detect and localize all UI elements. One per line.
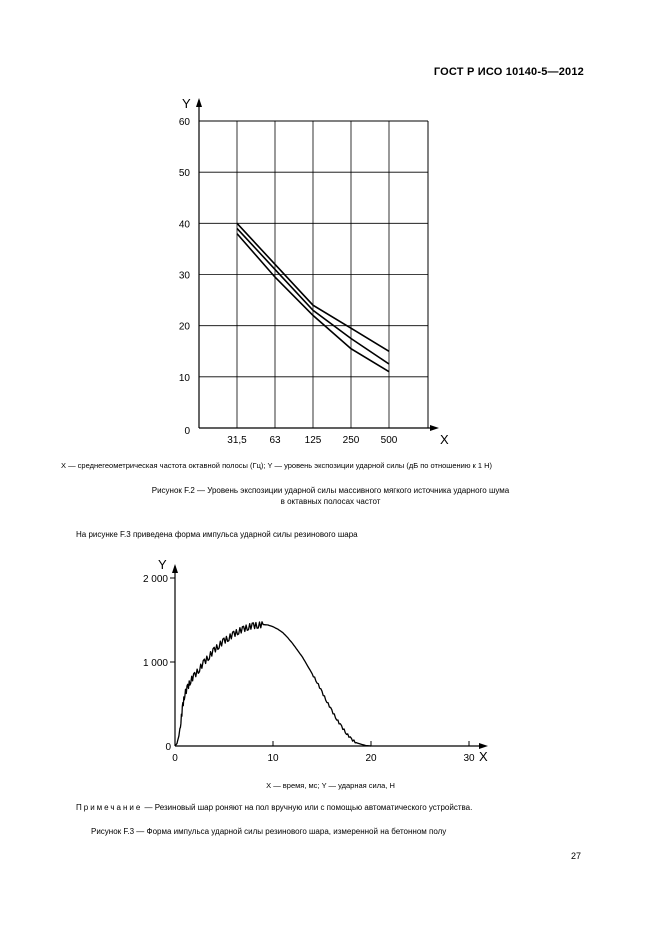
f3-x-tick-label: 10 xyxy=(267,753,279,764)
f2-caption-line2: в октавных полосах частот xyxy=(280,497,381,506)
f2-x-tick-label: 500 xyxy=(380,435,398,446)
note-label: Примечание xyxy=(76,803,143,812)
f3-axes xyxy=(170,564,488,749)
f3-caption: Рисунок F.3 — Форма импульса ударной силы резинового шара, измеренной на бетонном полу xyxy=(91,827,447,836)
f3-series-line xyxy=(175,622,371,746)
f3-legend-text: X — время, мс; Y — ударная сила, Н xyxy=(266,781,395,790)
document-header: ГОСТ Р ИСО 10140-5—2012 xyxy=(433,66,584,78)
f3-x-tick-label: 30 xyxy=(463,753,475,764)
f2-y-tick-label: 0 xyxy=(184,426,190,437)
f2-x-tick-label: 125 xyxy=(304,435,322,446)
f2-legend-text: X — среднегеометрическая частота октавной полосы (Гц); Y — уровень экспозиции ударной силы (дБ по отношению к 1 Н) xyxy=(61,461,493,470)
f2-x-arrow xyxy=(430,425,439,431)
f2-x-tick-label: 31,5 xyxy=(227,435,247,446)
f3-y-arrow xyxy=(172,564,178,573)
figure-f3-chart xyxy=(0,540,661,780)
f2-x-tick-label: 250 xyxy=(342,435,360,446)
note-text: — Резиновый шар роняют на пол вручную или с помощью автоматического устройства. xyxy=(142,803,473,812)
f2-caption-line1: Рисунок F.2 — Уровень экспозиции ударной силы массивного мягкого источника ударного шума xyxy=(151,486,510,495)
f2-y-tick-label: 20 xyxy=(178,321,190,333)
f3-note xyxy=(76,803,472,812)
f2-y-axis-letter: Y xyxy=(182,96,191,111)
f3-y-tick-label: 1 000 xyxy=(142,658,168,669)
f2-axes xyxy=(196,98,439,431)
f2-y-tick-label: 40 xyxy=(178,219,190,231)
f2-x-tick-label: 63 xyxy=(269,435,281,446)
f2-y-tick-label: 50 xyxy=(178,168,190,180)
f2-y-tick-label: 30 xyxy=(178,270,190,282)
f3-series xyxy=(175,622,371,746)
f2-x-axis-letter: X xyxy=(440,432,449,447)
f2-y-tick-label: 60 xyxy=(178,117,190,128)
f3-y-tick-label: 0 xyxy=(165,742,171,753)
f2-tick-labels xyxy=(179,117,398,446)
f2-y-arrow xyxy=(196,98,202,107)
intro-paragraph: На рисунке F.3 приведена форма импульса ударной силы резинового шара xyxy=(76,530,358,539)
f3-x-tick-label: 0 xyxy=(172,753,178,764)
f3-y-tick-label: 2 000 xyxy=(142,574,168,585)
f3-x-axis-letter: X xyxy=(479,749,488,764)
f2-grid xyxy=(199,121,428,428)
f2-y-tick-label: 10 xyxy=(178,372,190,384)
f3-x-tick-label: 20 xyxy=(365,753,377,764)
f3-y-axis-letter: Y xyxy=(158,557,167,572)
page-number: 27 xyxy=(571,851,582,861)
